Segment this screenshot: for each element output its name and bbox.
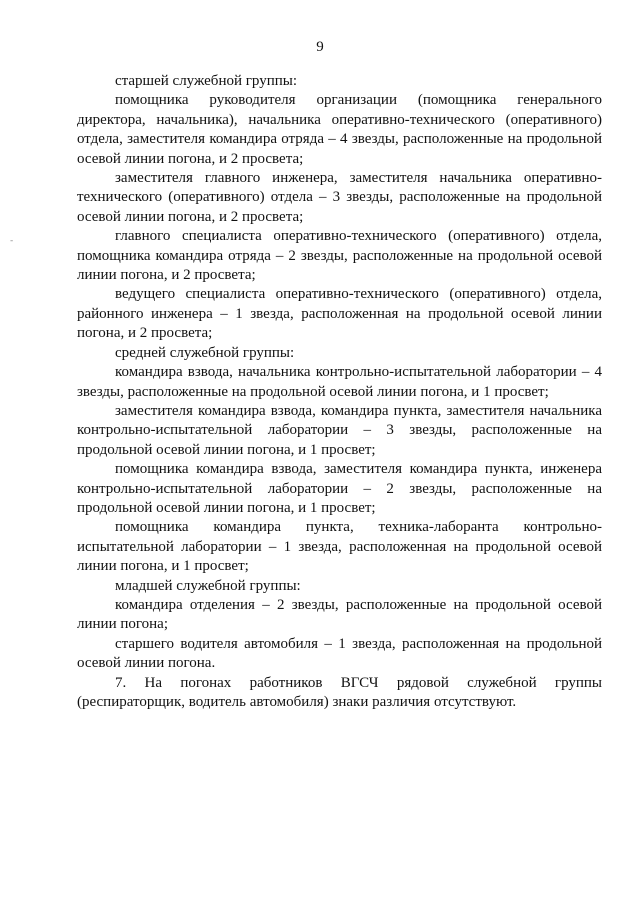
paragraph: заместителя главного инженера, заместителя начальника оперативно-технического (оперативного) отдела – 3 звезды, расположенные на продольной осевой линии погона, и 2 просвета; [77,170,602,225]
paragraph: заместителя командира взвода, командира пункта, заместителя начальника контрольно-испытательной лаборатории – 3 звезды, расположенные на продольной осевой линии погона, и 1 просвет; [77,402,602,458]
paragraph: командира взвода, начальника контрольно-испытательной лаборатории – 4 звезды, расположенные на продольной осевой линии погона, и 1 просвет; [77,364,602,400]
document-body [77,72,602,712]
paragraph: командира отделения – 2 звезды, расположенные на продольной осевой линии погона; [77,596,602,633]
paragraph: старшего водителя автомобиля – 1 звезда, расположенная на продольной осевой линии погона. [77,635,602,672]
margin-mark: - [10,236,14,246]
paragraph: помощника командира взвода, заместителя командира пункта, инженера контрольно-испытательной лаборатории – 2 звезды, расположенные на продольной осевой линии погона, и 1 просвет; [77,461,602,516]
paragraph: помощника руководителя организации (помощника генерального директора, начальника), начальника оперативно-технического (оперативного) отдела, заместителя командира отряда – 4 звезды, расположенные на продольной осевой линии погона, и 2 просвета; [77,92,602,167]
paragraph: 7. На погонах работников ВГСЧ рядовой служебной группы (респираторщик, водитель автомобиля) знаки различия отсутствуют. [77,674,602,710]
paragraph: главного специалиста оперативно-технического (оперативного) отдела, помощника командира отряда – 2 звезды, расположенные на продольной осевой линии погона, и 2 просвета; [77,228,602,284]
paragraph: помощника командира пункта, техника-лаборанта контрольно-испытательной лаборатории – 1 звезда, расположенная на продольной осевой линии погона, и 1 просвет; [77,519,602,575]
paragraph: ведущего специалиста оперативно-технического (оперативного) отдела, районного инженера – 1 звезда, расположенная на продольной осевой линии погона, и 2 просвета; [77,286,602,342]
page-number: 9 [316,39,324,55]
paragraph: младшей служебной группы: [115,577,301,594]
paragraph: старшей служебной группы: [115,73,297,89]
paragraph: средней служебной группы: [115,344,295,361]
